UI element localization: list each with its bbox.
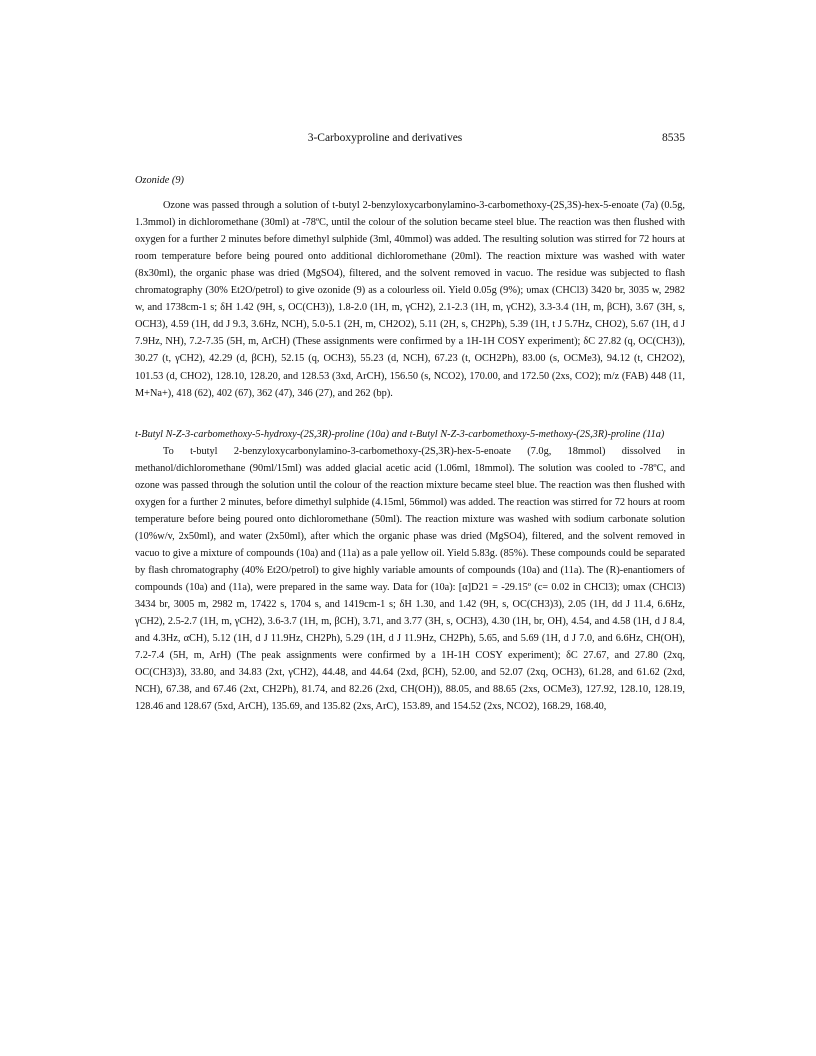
section-body-proline: To t-butyl 2-benzyloxycarbonylamino-3-carbomethoxy-(2S,3R)-hex-5-enoate (7.0g, 18mmol) dissolved in methanol/dichloromethane (90ml/15ml) was added glacial acetic acid (1.06ml, 18mmol). The solution was cooled to -78ºC, and ozone was passed through the solution until the colour of the reaction mixture became steel blue. The reaction was then flushed with oxygen for a further 2 minutes, before dimethyl sulphide (4.15ml, 56mmol) was added. The reaction was stirred for 72 hours at room temperature before being poured onto dichloromethane (50ml). The reaction mixture was washed with sodium carbonate solution (10%w/v, 2x50ml), and water (2x50ml), after which the organic phase was dried (MgSO4), filtered, and the solvent removed in vacuo to give a mixture of compounds (10a) and (11a) as a pale yellow oil. Yield 5.83g. (85%). These compounds could be separated by flash chromatography (40% Et2O/petrol) to give highly variable amounts of compounds (10a) and (11a). The (R)-enantiomers of compounds (10a) and (11a), were prepared in the same way. Data for (10a): [α]D21 = -29.15º (c= 0.02 in CHCl3); υmax (CHCl3) 3434 br, 3005 m, 2982 m, 17422 s, 1704 s, and 1419cm-1 s; δH 1.30, and 1.42 (9H, s, OC(CH3)3), 2.05 (1H, dd J 11.4, 6.6Hz, γCH2), 2.5-2.7 (1H, m, γCH2), 3.6-3.7 (1H, m, βCH), 3.71, and 3.77 (3H, s, OCH3), 4.30 (1H, br, OH), 4.54, and 4.58 (1H, d J 8.4, and 4.3Hz, αCH), 5.12 (1H, d J 11.9Hz, CH2Ph), 5.29 (1H, d J 11.9Hz, CH2Ph), 5.65, and 5.69 (1H, d J 7.0, and 6.6Hz, CH(OH), 7.2-7.4 (5H, m, ArH) (The peak assignments were confirmed by a 1H-1H COSY experiment); δC 27.67, and 27.80 (2xq, OC(CH3)3), 33.80, and 34.83 (2xt, γCH2), 44.48, and 44.64 (2xd, βCH), 52.00, and 52.07 (2xq, OCH3), 61.28, and 61.62 (2xd, NCH), 67.38, and 67.46 (2xt, CH2Ph), 81.74, and 82.26 (2xd, CH(OH)), 88.05, and 88.65 (2xs, OCMe3), 127.92, 128.10, 128.19, 128.46 and 128.67 (5xd, ArCH), 135.69, and 135.82 (2xs, ArC), 153.89, and 154.52 (2xs, NCO2), 168.29, 168.40, bbox=[135, 445, 685, 713]
section-body-ozonide: Ozone was passed through a solution of t-butyl 2-benzyloxycarbonylamino-3-carbomethoxy-(2S,3S)-hex-5-enoate (7a) (0.5g, 1.3mmol) in dichloromethane (30ml) at -78ºC, until the colour of the solution became steel blue. The reaction was then flushed with oxygen for a further 2 minutes before dimethyl sulphide (3ml, 40mmol) was added. The resulting solution was stirred for 72 hours at room temperature before being poured onto additional dichloromethane (20ml). The reaction mixture was washed with water (8x30ml), the organic phase was dried (MgSO4), filtered, and the solvent removed in vacuo. The residue was subjected to flash chromatography (30% Et2O/petrol) to give ozonide (9) as a colourless oil. Yield 0.05g (9%); υmax (CHCl3) 3420 br, 3035 w, 2982 w, and 1738cm-1 s; δH 1.42 (9H, s, OC(CH3)), 1.8-2.0 (1H, m, γCH2), 2.1-2.3 (1H, m, γCH2), 3.3-3.4 (1H, m, βCH), 3.67 (3H, s, OCH3), 4.59 (1H, dd J 9.3, 3.6Hz, NCH), 5.0-5.1 (2H, m, CH2O2), 5.11 (2H, s, CH2Ph), 5.39 (1H, t J 5.7Hz, CHO2), 5.67 (1H, d J 7.9Hz, NH), 7.2-7.35 (5H, m, ArCH) (These assignments were confirmed by a 1H-1H COSY experiment); δC 27.82 (q, OC(CH3)), 30.27 (t, γCH2), 42.29 (d, βCH), 52.15 (q, OCH3), 55.23 (d, NCH), 67.23 (t, OCH2Ph), 83.00 (s, OCMe3), 94.12 (t, CH2O2), 101.53 (d, CHO2), 128.10, 128.20, and 128.53 (3xd, ArCH), 156.50 (s, NCO2), 170.00, and 172.50 (2xs, CO2); m/z (FAB) 448 (11, M+Na+), 418 (62), 402 (67), 362 (47), 346 (27), and 262 (bp). bbox=[135, 200, 685, 399]
page-number: 8535 bbox=[662, 132, 685, 144]
section-heading-ozonide: Ozonide (9) bbox=[135, 175, 184, 186]
article-body bbox=[135, 172, 685, 715]
page-header bbox=[135, 132, 685, 148]
running-title: 3-Carboxyproline and derivatives bbox=[307, 132, 463, 144]
section-heading-proline: t-Butyl N-Z-3-carbomethoxy-5-hydroxy-(2S,3R)-proline (10a) and t-Butyl N-Z-3-carbomethoxy-5-methoxy-(2S,3R)-proline (11a) bbox=[135, 428, 665, 440]
